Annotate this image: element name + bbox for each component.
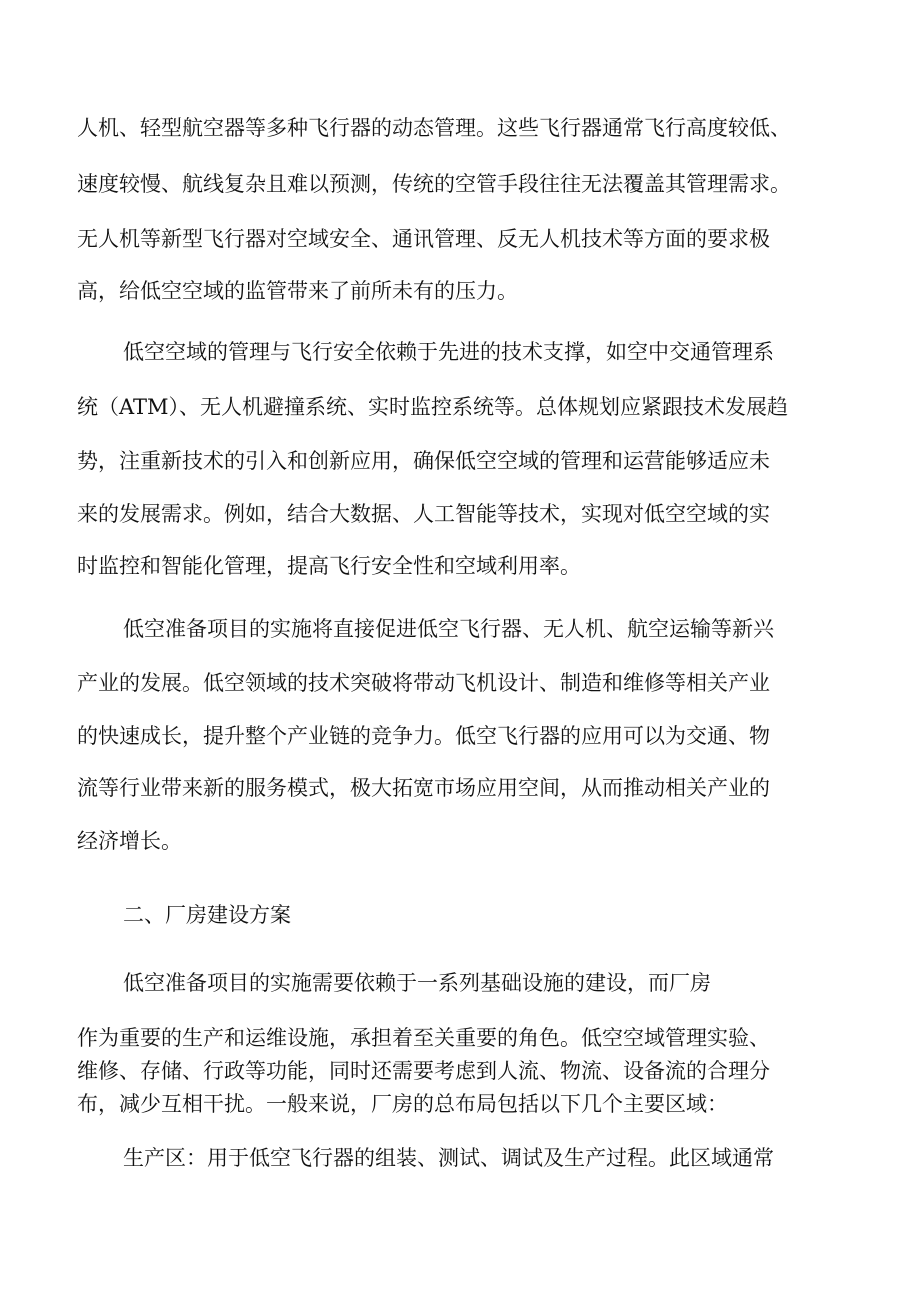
paragraph-line: 作为重要的生产和运维设施，承担着至关重要的角色。低空空域管理实验、 (77, 1026, 770, 1050)
paragraph-line: 维修、存储、行政等功能，同时还需要考虑到人流、物流、设备流的合理分 (77, 1059, 770, 1083)
paragraph-line: 经济增长。 (77, 829, 182, 853)
paragraph-line: 产业的发展。低空领域的技术突破将带动飞机设计、制造和维修等相关产业 (77, 671, 770, 695)
paragraph-line: 的快速成长，提升整个产业链的竞争力。低空飞行器的应用可以为交通、物 (77, 724, 770, 748)
paragraph-line: 人机、轻型航空器等多种飞行器的动态管理。这些飞行器通常飞行高度较低、 (77, 116, 791, 140)
paragraph-line: 流等行业带来新的服务模式，极大拓宽市场应用空间，从而推动相关产业的 (77, 776, 770, 800)
paragraph-line: 生产区：用于低空飞行器的组装、测试、调试及生产过程。此区域通常 (123, 1146, 774, 1170)
paragraph-line: 低空空域的管理与飞行安全依赖于先进的技术支撑，如空中交通管理系 (123, 340, 774, 364)
paragraph-line: 低空准备项目的实施将直接促进低空飞行器、无人机、航空运输等新兴 (123, 617, 774, 641)
paragraph-line: 来的发展需求。例如，结合大数据、人工智能等技术，实现对低空空域的实 (77, 502, 770, 526)
paragraph-line: 无人机等新型飞行器对空域安全、通讯管理、反无人机技术等方面的要求极 (77, 227, 770, 251)
section-heading: 二、厂房建设方案 (123, 903, 291, 927)
paragraph-line: 布，减少互相干扰。一般来说，厂房的总布局包括以下几个主要区域： (77, 1092, 728, 1116)
paragraph-line: 速度较慢、航线复杂且难以预测，传统的空管手段往往无法覆盖其管理需求。 (77, 172, 791, 196)
paragraph-line: 低空准备项目的实施需要依赖于一系列基础设施的建设，而厂房 (123, 971, 711, 995)
paragraph-line: 统（ATM）、无人机避撞系统、实时监控系统等。总体规划应紧跟技术发展趋 (77, 395, 789, 419)
paragraph-line: 时监控和智能化管理，提高飞行安全性和空域利用率。 (77, 554, 581, 578)
paragraph-line: 势，注重新技术的引入和创新应用，确保低空空域的管理和运营能够适应未 (77, 449, 770, 473)
paragraph-line: 高，给低空空域的监管带来了前所未有的压力。 (77, 279, 518, 303)
